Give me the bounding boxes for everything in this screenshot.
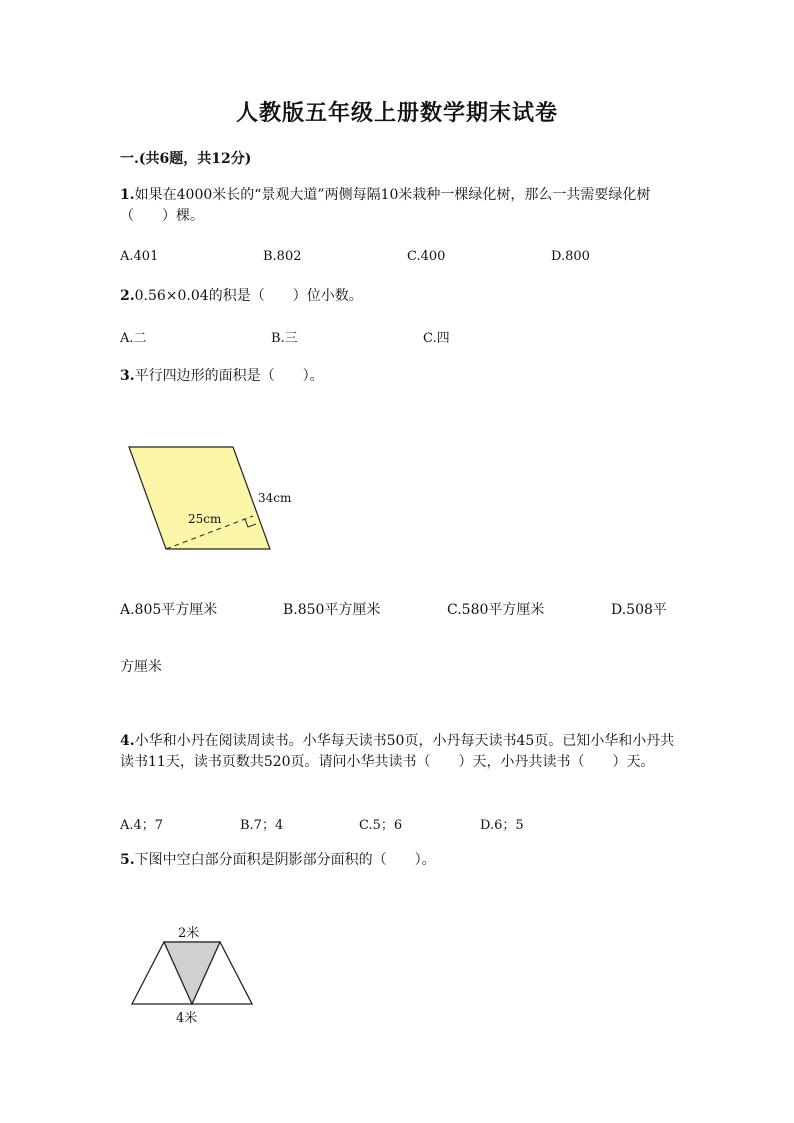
question-text: 下图中空白部分面积是阴影部分面积的（ ）。 xyxy=(134,852,436,868)
height-label: 25cm xyxy=(188,512,222,526)
option-c: C.5；6 xyxy=(359,818,403,833)
question-number: 2. xyxy=(120,288,135,304)
parallelogram xyxy=(129,447,270,549)
option-d-continued: 方厘米 xyxy=(120,659,162,675)
page-title: 人教版五年级上册数学期末试卷 xyxy=(235,100,558,126)
bottom-length-label: 4米 xyxy=(176,1011,198,1026)
option-a: A.401 xyxy=(120,249,159,264)
question-text: 小华和小丹在阅读周读书。小华每天读书50页，小丹每天读书45页。已知小华和小丹共读书11天，读书页数共520页。请问小华共读书（ ）天，小丹共读书（ ）天。 xyxy=(120,733,675,770)
question-1 xyxy=(120,185,680,227)
question-number: 3. xyxy=(120,368,135,384)
question-text: 如果在4000米长的“景观大道”两侧每隔10米栽种一棵绿化树，那么一共需要绿化树（ ）棵。 xyxy=(120,187,651,224)
side-label: 34cm xyxy=(258,491,292,505)
option-b: B.三 xyxy=(271,331,298,346)
option-d: D.6；5 xyxy=(480,818,524,833)
top-length-label: 2米 xyxy=(178,926,200,941)
question-4 xyxy=(120,731,676,773)
question-3 xyxy=(120,366,680,387)
option-b: B.802 xyxy=(263,249,302,264)
question-5 xyxy=(120,850,680,871)
question-text: 0.56×0.04的积是（ ）位小数。 xyxy=(134,288,363,304)
question-number: 4. xyxy=(120,733,135,749)
option-c: C.580平方厘米 xyxy=(447,602,545,618)
section-header: 一.(共6题，共12分) xyxy=(120,151,252,167)
option-a: A.805平方厘米 xyxy=(120,602,218,618)
option-a: A.二 xyxy=(120,331,147,346)
option-b: B.7；4 xyxy=(240,818,284,833)
trapezoid-figure xyxy=(120,920,270,1030)
option-b: B.850平方厘米 xyxy=(283,602,381,618)
question-number: 5. xyxy=(120,852,135,868)
parallelogram-figure xyxy=(120,440,310,560)
question-2 xyxy=(120,286,680,307)
option-c: C.400 xyxy=(407,249,446,264)
option-c: C.四 xyxy=(423,331,450,346)
option-a: A.4；7 xyxy=(120,818,164,833)
option-d: D.800 xyxy=(551,249,590,264)
option-d: D.508平 xyxy=(611,602,667,618)
question-text: 平行四边形的面积是（ ）。 xyxy=(134,368,324,384)
question-number: 1. xyxy=(120,187,135,203)
